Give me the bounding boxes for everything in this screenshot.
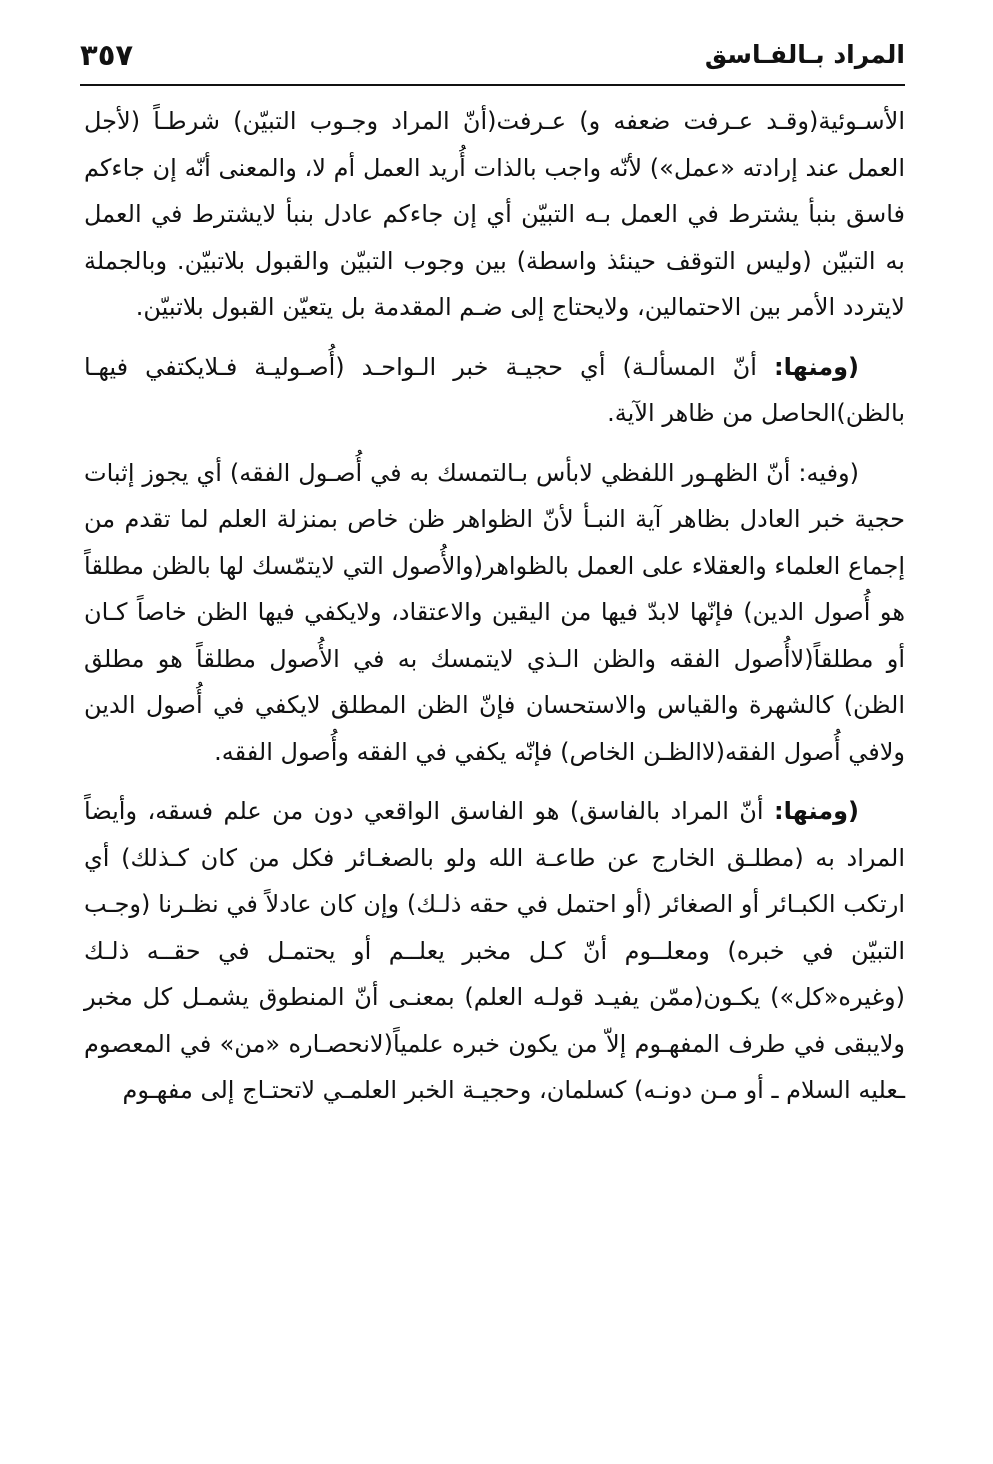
body-text [84, 98, 905, 1127]
paragraph-3 [84, 450, 905, 776]
paragraph-1 [84, 98, 905, 331]
header-divider [80, 84, 905, 86]
paragraph-2-text: أنّ المسألـة) أي حجيـة خبر الـواحـد (أُصـوليـة فـلايكتفي فيهـا بالظن)الحاصل من ظاهر الآية. [84, 352, 905, 427]
running-title: المراد بـالفـاسق [704, 40, 905, 69]
paragraph-1-text: الأسـوئية(وقـد عـرفت ضعفه و) عـرفت(أنّ المراد وجـوب التبيّن) شرطـاً (لأجل العمل عند إرادته «عمل») لأنّه واجب بالذات أُريد العمل أم لا، والمعنى أنّه إن جاءكم فاسق بنبأ يشترط في العمل بـه التبيّن أي إن جاءكم عادل بنبأ لايشترط في العمل به التبيّن (وليس التوقف حينئذ واسطة) بين وجوب التبيّن والقبول بلاتبيّن. وبالجملة لايتردد الأمر بين الاحتمالين، ولايحتاج إلى ضـم المقدمة بل يتعيّن القبول بلاتبيّن. [84, 107, 905, 321]
page-number: ٣٥٧ [80, 38, 134, 72]
paragraph-4-text: أنّ المراد بالفاسق) هو الفاسق الواقعي دون من علم فسقه، وأيضاً المراد به (مطلـق الخارج عن طاعـة الله ولو بالصغـائر فكل من كان كـذلك) أي ارتكب الكبـائر أو الصغائر (أو احتمل في حقه ذلـك) وإن كان عادلاً في نظـرنا (وجـب التبيّن في خبره) ومعلــوم أنّ كـل مخبر يعلــم أو يحتمـل في حقــه ذلـك (وغيره«كل») يكـون(ممّن يفيـد قولـه العلم) بمعنـى أنّ المنطوق يشمـل كل مخبر ولايبقى في طرف المفهـوم إلاّ من يكون خبره علمياً(لانحصـاره «من» في المعصوم ـعليه السلام ـ أو مـن دونـه) كسلمان، وحجيـة الخبر العلمـي لاتحتـاج إلى مفهـوم [84, 797, 905, 1104]
paragraph-3-text: (وفيه: أنّ الظهـور اللفظي لابأس بـالتمسك به في أُصـول الفقه) أي يجوز إثبات حجية خبر العادل بظاهر آية النبـأ لأنّ الظواهر ظن خاص بمنزلة العلم لما تقدم من إجماع العلماء والعقلاء على العمل بالظواهر(والأُصول التي لايتمّسك لها بالظن مطلقاً هو أُصول الدين) فإنّها لابدّ فيها من اليقين والاعتقاد، ولايكفي فيها الظن خاصاً كـان أو مطلقاً(لاأُصول الفقه والظن الـذي لايتمسك به في الأُصول مطلقاً هو مطلق الظن) كالشهرة والقياس والاستحسان فإنّ الظن المطلق لايكفي في أُصول الدين ولافي أُصول الفقه(لاالظـن الخاص) فإنّه يكفي في الفقه وأُصول الفقه. [84, 458, 905, 766]
page-header [80, 38, 905, 78]
paragraph-2-lead: (ومنها: [774, 352, 859, 381]
paragraph-4-lead: (ومنها: [774, 797, 859, 825]
paragraph-2 [84, 344, 905, 437]
paragraph-4 [84, 788, 905, 1114]
